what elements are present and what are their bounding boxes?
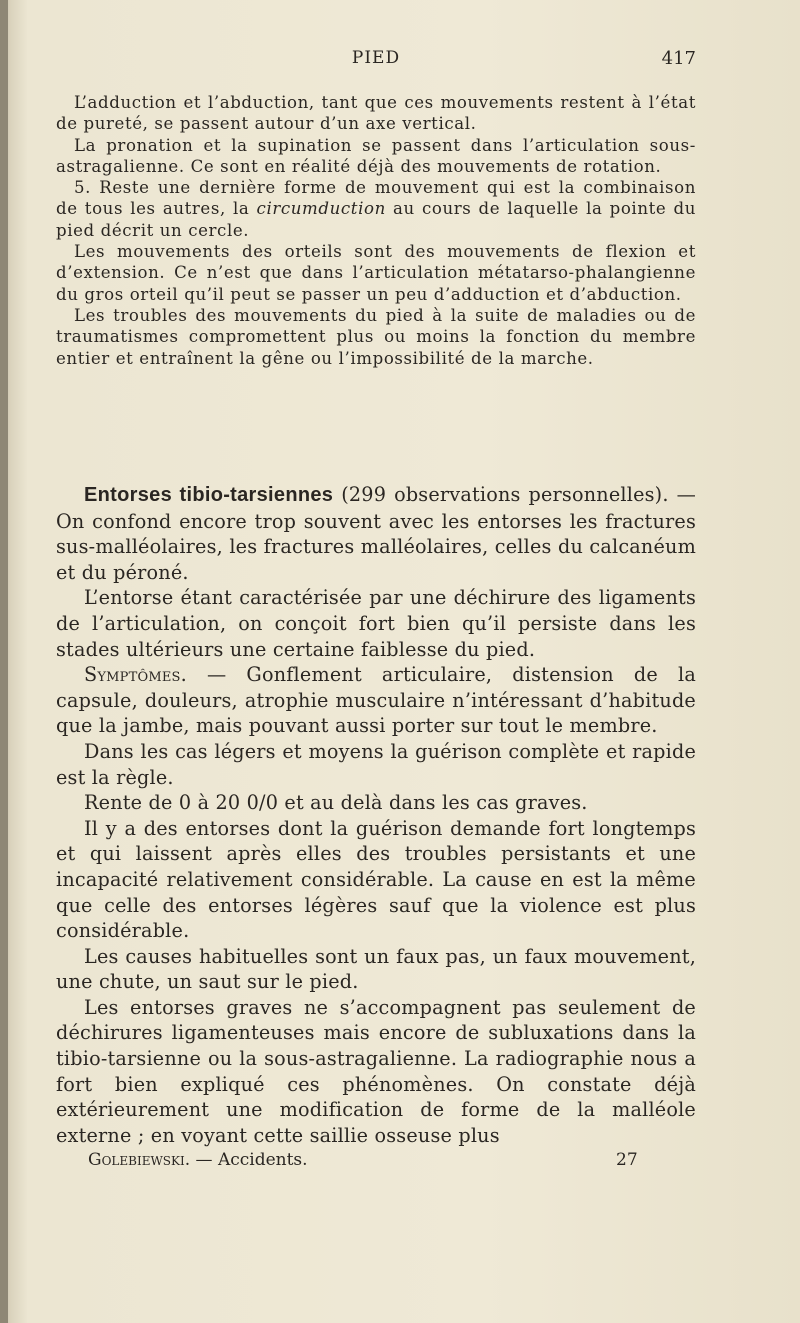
paragraph-text: au cours de laquelle la pointe du pied décrit un cercle. — [56, 199, 696, 240]
author-name: Golebiewski. — [88, 1150, 191, 1170]
section-paragraph — [56, 482, 696, 585]
paragraph: Les entorses graves ne s’accompagnent pas seulement de déchirures ligamenteuses mais encore de subluxations dans la tibio-tarsienne ou la sous-astragalienne. La radiographie nous a fort bien expliqué ces phénomènes. On constate déjà extérieurement une modification de forme de la malléole externe ; en voyant cette saillie osseuse plus — [56, 995, 696, 1147]
book-spine-shadow — [0, 0, 8, 1323]
paragraph: Les troubles des mouvements du pied à la suite de maladies ou de traumatismes compromettent plus ou moins la fonction du membre entier et entraînent la gêne ou l’impossibilité de la marche. — [56, 305, 696, 368]
page-header — [56, 48, 696, 74]
section-heading: Entorses tibio-tarsiennes — [84, 484, 334, 506]
paragraph: L’entorse étant caractérisée par une déchirure des ligaments de l’articulation, on conçoit fort bien qu’il persiste dans les stades ultérieurs une certaine faiblesse du pied. — [56, 586, 696, 661]
signature-number: 27 — [616, 1150, 638, 1170]
symptoms-label: Symptômes. — [84, 663, 187, 687]
book-title: — Accidents. — [190, 1150, 308, 1170]
paragraph: La pronation et la supination se passent dans l’articulation sous-astragalienne. Ce sont en réalité déjà des mouvements de rotation. — [56, 135, 696, 176]
paragraph: Il y a des entorses dont la guérison demande fort longtemps et qui laissent après elles des troubles persistants et une incapacité relativement considérable. La cause en est la même que celle des entorses légères sauf que la violence est plus considérable. — [56, 816, 696, 943]
paragraph — [56, 662, 696, 739]
page-number: 417 — [661, 48, 696, 69]
text-block-large — [56, 482, 696, 1148]
paragraph — [56, 177, 696, 241]
paragraph-text: (299 observations personnelles). — On confond encore trop souvent avec les entorses les fractures sus-malléolaires, les fractures malléolaires, celles du calcanéum et du péroné. — [56, 483, 697, 584]
paragraph: L’adduction et l’abduction, tant que ces mouvements restent à l’état de pureté, se passent autour d’un axe vertical. — [56, 93, 696, 134]
paragraph-text: 5. Reste une dernière forme de mouvement qui est la combinaison de tous les autres, la — [56, 178, 696, 219]
italic-term: circumduction — [256, 199, 386, 219]
paragraph: Les mouvements des orteils sont des mouvements de flexion et d’extension. Ce n’est que dans l’articulation métatarso-phalangienne du gros orteil qu’il peut se passer un peu d’adduction et d’abduction. — [56, 242, 696, 304]
page-footer — [56, 1150, 696, 1174]
paragraph: Rente de 0 à 20 0/0 et au delà dans les cas graves. — [84, 791, 588, 815]
paragraph: Les causes habituelles sont un faux pas, un faux mouvement, une chute, un saut sur le pied. — [56, 944, 696, 994]
paragraph: Dans les cas légers et moyens la guérison complète et rapide est la règle. — [56, 739, 696, 789]
text-block-small — [56, 92, 696, 369]
paragraph-text: — Gonflement articulaire, distension de la capsule, douleurs, atrophie musculaire n’intéressant d’habitude que la jambe, mais pouvant aussi porter sur tout le membre. — [56, 663, 696, 738]
signature-mark-text — [88, 1150, 308, 1170]
running-head: PIED — [351, 48, 401, 68]
